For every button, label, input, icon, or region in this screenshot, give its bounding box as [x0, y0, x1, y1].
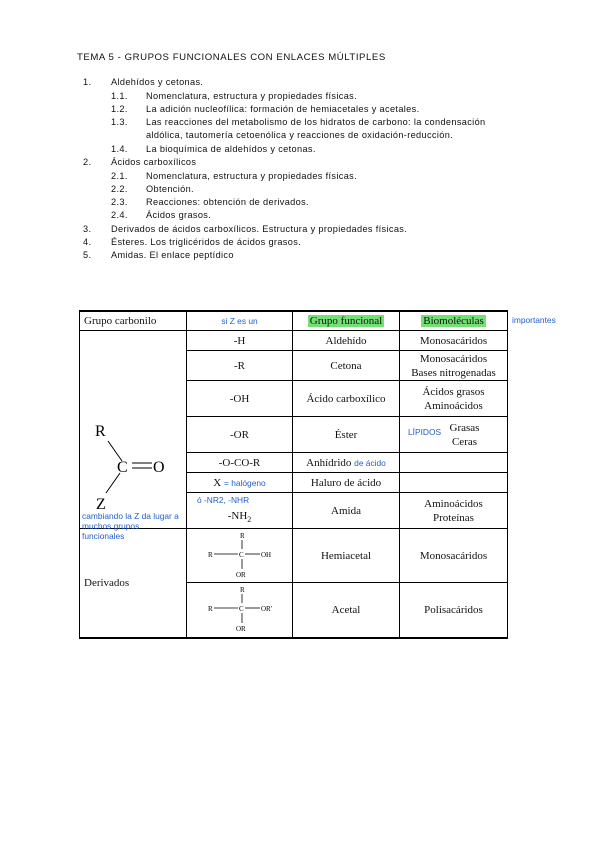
item-number: 3.	[83, 224, 92, 234]
func-cell: Cetona	[293, 351, 400, 381]
item-number: 2.4.	[111, 210, 128, 220]
z-cell: -O-CO-R	[187, 453, 293, 473]
header-biomoleculas	[400, 311, 556, 331]
header-si-z-text: si Z es un	[221, 316, 258, 326]
bio-cell: Monosacáridos	[400, 529, 508, 583]
item-number: 1.	[83, 77, 92, 87]
func-cell: Hemiacetal	[293, 529, 400, 583]
item-text: Las reacciones del metabolismo de los hidratos de carbono: la condensación	[146, 117, 486, 127]
func-cell: Éster	[293, 417, 400, 453]
bio-line: Aminoácidos	[424, 497, 483, 510]
header-si-z	[187, 311, 293, 331]
bio-cell	[400, 417, 508, 453]
bio-line: Ceras	[451, 435, 478, 448]
item-text: Ácidos carboxílicos	[111, 157, 197, 167]
z-text: X	[213, 476, 222, 489]
func-cell	[293, 453, 400, 473]
acetal-bottom: OR	[235, 625, 246, 634]
page-title: TEMA 5 - GRUPOS FUNCIONALES CON ENLACES MÚLTIPLES	[77, 52, 386, 63]
hemi-top: R	[239, 532, 245, 540]
item-number: 1.2.	[111, 104, 128, 114]
bio-line: Monosacáridos	[419, 352, 488, 365]
header-biomoleculas-text: Biomoléculas	[423, 315, 484, 327]
table-row	[80, 529, 508, 583]
item-text: Ácidos grasos.	[146, 210, 212, 220]
z-cell: -R	[187, 351, 293, 381]
importantes-note: importantes	[512, 315, 556, 325]
item-text: Derivados de ácidos carboxílicos. Estructura y propiedades físicas.	[111, 224, 408, 234]
z-note: = halógeno	[224, 477, 266, 488]
acetal-left: R	[207, 605, 213, 614]
bio-cell: Monosacáridos	[400, 331, 508, 351]
item-number: 2.3.	[111, 197, 128, 207]
z-note: ó -NR2, -NHR	[197, 495, 250, 505]
z-cell: -OR	[187, 417, 293, 453]
item-text: Reacciones: obtención de derivados.	[146, 197, 309, 207]
table-header-row	[80, 311, 508, 331]
item-number: 1.3.	[111, 117, 128, 127]
item-text: La adición nucleofílica: formación de hemiacetales y acetales.	[146, 104, 420, 114]
item-number: 4.	[83, 237, 92, 247]
bio-cell	[400, 473, 508, 493]
z-subscript: 2	[247, 515, 252, 524]
z-cell	[187, 493, 293, 529]
table-row	[80, 331, 508, 351]
functional-groups-table	[79, 310, 556, 639]
bio-cell	[400, 381, 508, 417]
item-text: Nomenclatura, estructura y propiedades físicas.	[146, 171, 358, 181]
bio-line: Aminoácidos	[424, 399, 483, 412]
func-cell: Amida	[293, 493, 400, 529]
bio-line: Ácidos grasos	[422, 385, 485, 398]
z-cell: -OH	[187, 381, 293, 417]
acetal-top: R	[239, 586, 245, 595]
acetal-right: OR'	[260, 605, 272, 614]
item-text: La bioquímica de aldehídos y cetonas.	[146, 144, 316, 154]
hemi-bottom: OR	[235, 571, 246, 579]
item-number: 1.1.	[111, 91, 128, 101]
func-text: Anhídrido	[306, 456, 352, 469]
item-text: Aldehídos y cetonas.	[111, 77, 204, 87]
item-number: 2.	[83, 157, 92, 167]
hemiacetal-structure	[190, 529, 290, 579]
func-cell: Ácido carboxílico	[293, 381, 400, 417]
func-cell: Acetal	[293, 583, 400, 638]
r-atom: R	[95, 423, 106, 440]
bond-z	[106, 473, 120, 493]
item-text: Ésteres. Los triglicéridos de ácidos grasos.	[111, 237, 302, 247]
hemiacetal-structure-cell	[187, 529, 293, 583]
z-atom: Z	[96, 496, 106, 513]
item-text: Amidas. El enlace peptídico	[111, 250, 234, 260]
hemi-right: OH	[260, 551, 271, 559]
carbonyl-structure	[80, 331, 187, 521]
bio-cell	[400, 493, 508, 529]
hemi-c: C	[238, 551, 244, 559]
item-number: 5.	[83, 250, 92, 260]
lipidos-note: LÍPIDOS	[408, 427, 442, 437]
header-grupo-funcional-text: Grupo funcional	[309, 315, 383, 327]
z-text: -NH	[227, 509, 248, 522]
bio-cell: Polisacáridos	[400, 583, 508, 638]
o-atom: O	[153, 459, 165, 476]
func-cell: Aldehído	[293, 331, 400, 351]
item-text: aldólica, tautomería cetoenólica y reacciones de oxidación-reducción.	[146, 130, 454, 140]
item-number: 2.1.	[111, 171, 128, 181]
derivados-label: Derivados	[80, 529, 187, 638]
acetal-structure-cell	[187, 583, 293, 638]
bio-line: Proteínas	[433, 511, 474, 524]
header-grupo-funcional	[293, 311, 400, 331]
bio-line: Grasas	[449, 421, 480, 434]
acetal-c: C	[238, 605, 244, 614]
item-text: Obtención.	[146, 184, 194, 194]
func-cell: Haluro de ácido	[293, 473, 400, 493]
carbonyl-note: cambiando la Z da lugar a muchos grupos funcionales	[82, 511, 179, 541]
item-text: Nomenclatura, estructura y propiedades físicas.	[146, 91, 358, 101]
item-number: 2.2.	[111, 184, 128, 194]
bio-line: Bases nitrogenadas	[411, 366, 496, 379]
func-note: de ácido	[354, 457, 386, 468]
bio-cell	[400, 351, 508, 381]
bio-cell	[400, 453, 508, 473]
z-cell: -H	[187, 331, 293, 351]
z-cell	[187, 473, 293, 493]
hemi-left: R	[207, 551, 213, 559]
c-atom: C	[117, 459, 128, 476]
bond-r	[108, 441, 122, 461]
item-number: 1.4.	[111, 144, 128, 154]
carbonyl-cell	[80, 331, 187, 541]
header-grupo-carbonilo: Grupo carbonilo	[80, 311, 187, 331]
acetal-structure	[190, 583, 290, 633]
